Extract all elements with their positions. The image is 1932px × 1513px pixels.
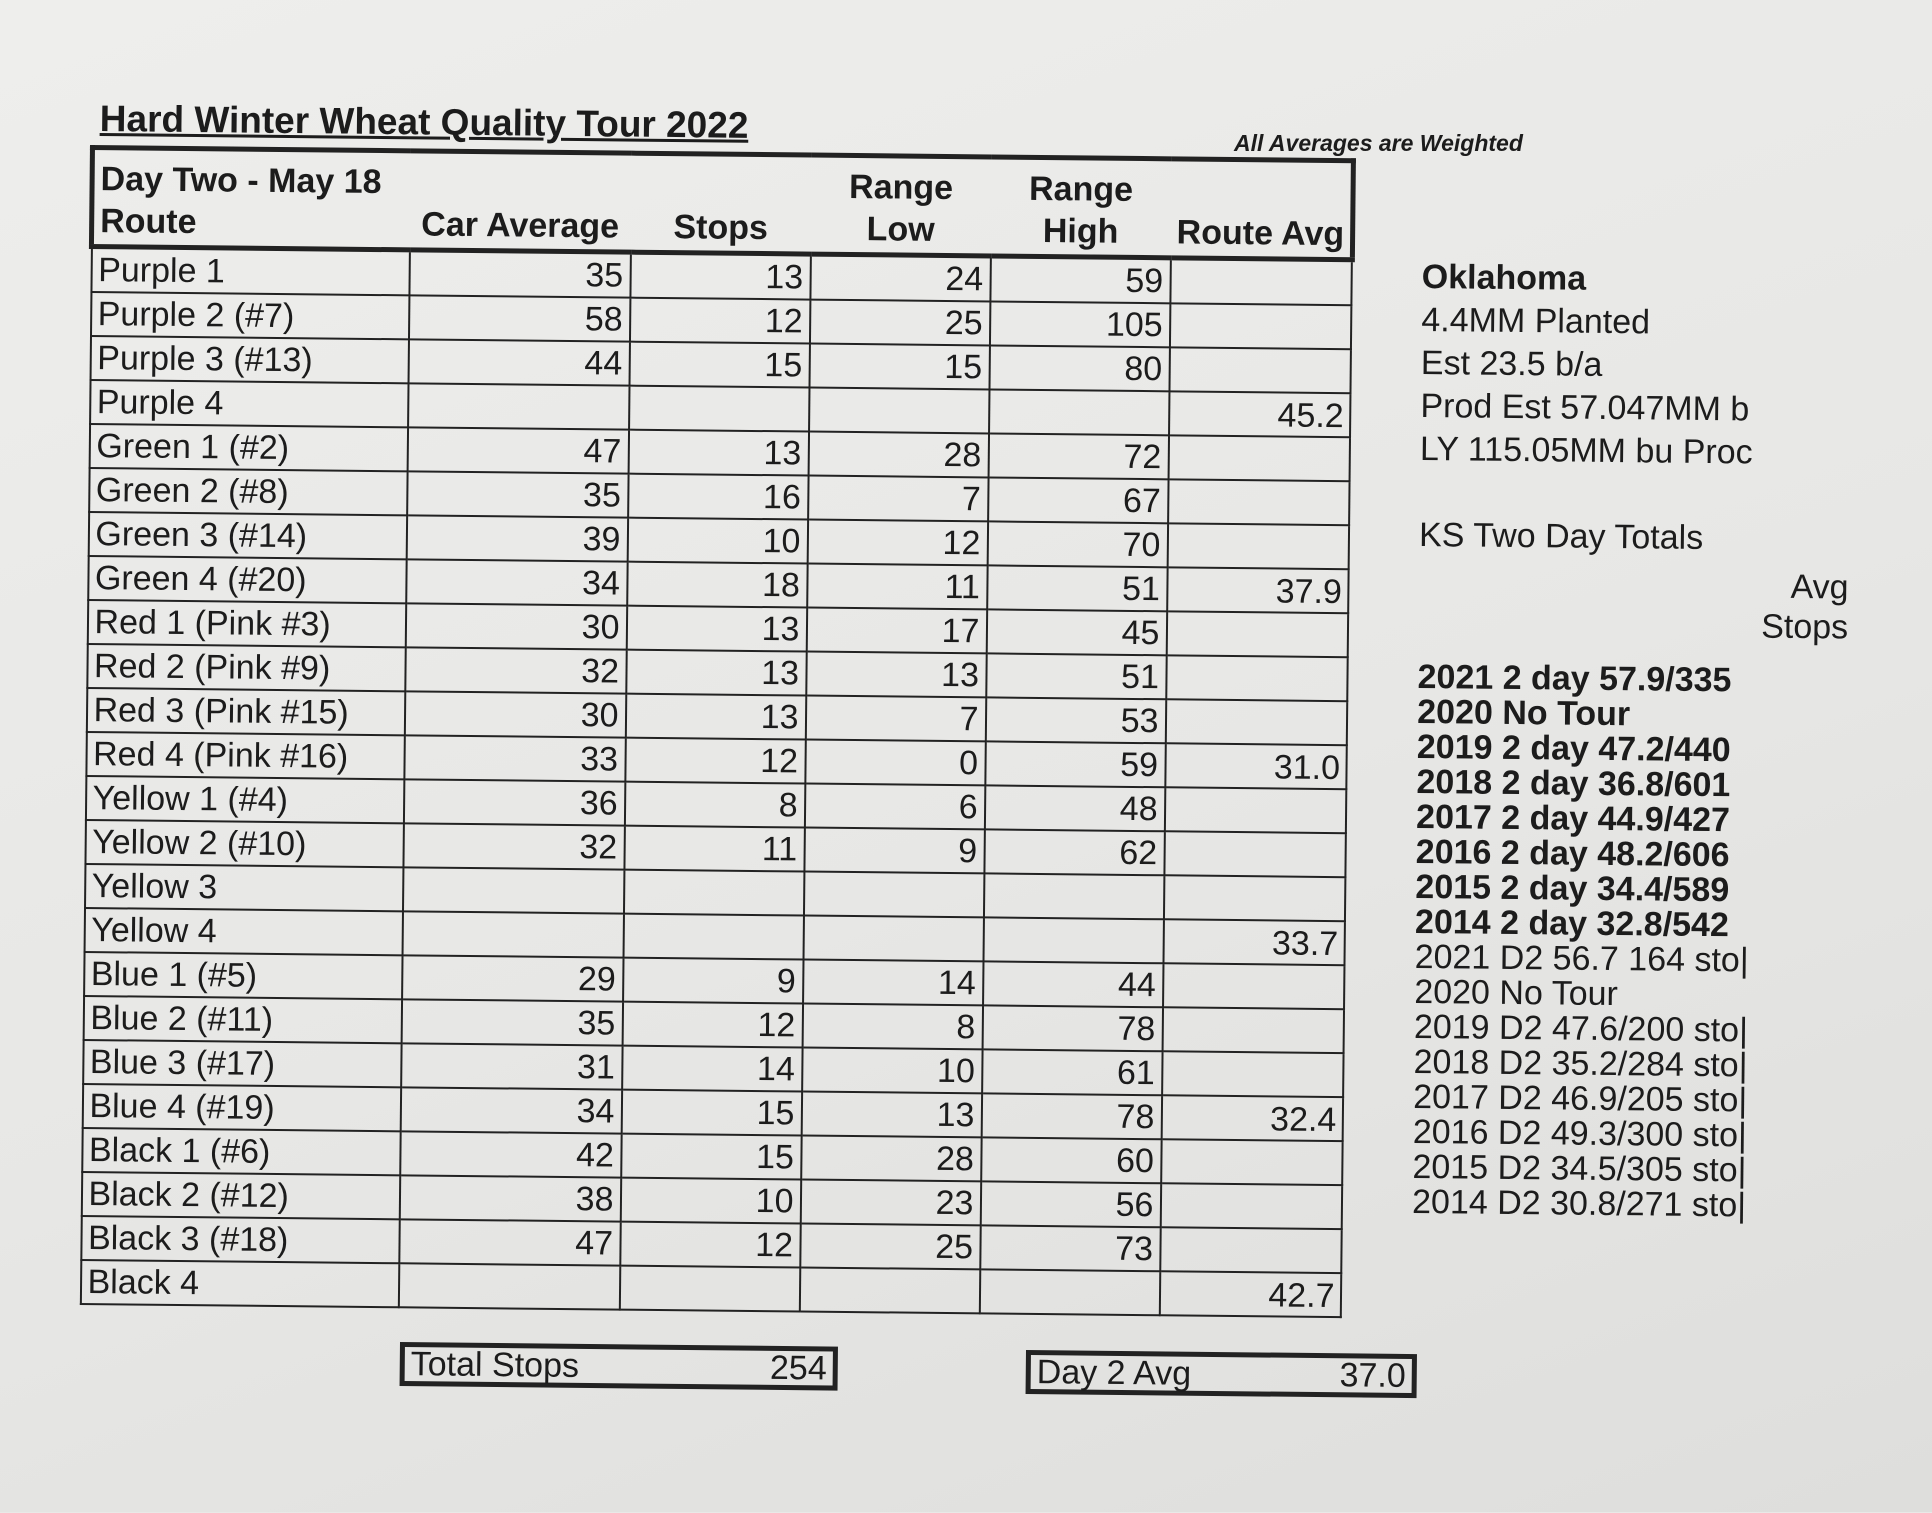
cell-route-avg <box>1162 1051 1344 1097</box>
cell-stops: 8 <box>624 782 804 828</box>
cell-stops: 10 <box>627 518 807 564</box>
cell-car-average: 30 <box>405 603 626 649</box>
cell-car-average: 35 <box>407 471 628 517</box>
cell-range-low: 7 <box>808 476 988 522</box>
day2-avg-value: 37.0 <box>1339 1355 1406 1395</box>
cell-route: Yellow 1 (#4) <box>85 776 403 823</box>
cell-route: Green 4 (#20) <box>88 556 406 603</box>
cell-stops: 18 <box>627 562 807 608</box>
cell-route: Red 2 (Pink #9) <box>87 644 405 691</box>
side-prod-est: Prod Est 57.047MM b <box>1420 386 1750 429</box>
cell-stops: 14 <box>622 1046 802 1092</box>
d2-history-item: 2016 D2 49.3/300 sto| <box>1412 1112 1748 1155</box>
cell-route: Black 1 (#6) <box>82 1128 400 1175</box>
header-range-high-line1: Range <box>1028 169 1134 209</box>
cell-range-low: 8 <box>802 1004 982 1050</box>
cell-route-avg <box>1168 479 1350 525</box>
cell-stops: 12 <box>622 1002 802 1048</box>
cell-range-low: 10 <box>802 1048 982 1094</box>
cell-route: Black 3 (#18) <box>81 1216 399 1263</box>
cell-range-low <box>799 1267 979 1313</box>
cell-car-average: 47 <box>399 1219 620 1265</box>
cell-range-high: 78 <box>981 1093 1161 1139</box>
cell-range-low: 13 <box>801 1092 981 1138</box>
cell-car-average: 58 <box>408 295 629 341</box>
cell-range-low: 12 <box>807 520 987 566</box>
cell-route: Yellow 4 <box>84 908 402 955</box>
header-range-low-line2: Low <box>866 210 935 249</box>
cell-stops: 11 <box>624 826 804 872</box>
cell-route: Purple 1 <box>91 247 409 296</box>
cell-stops: 12 <box>629 298 809 344</box>
header-range-high-line2: High <box>1042 211 1119 251</box>
cell-range-low: 15 <box>809 344 989 390</box>
cell-range-high: 56 <box>980 1181 1160 1227</box>
two-day-history-item: 2019 2 day 47.2/440 <box>1416 727 1731 770</box>
cell-stops: 15 <box>621 1134 801 1180</box>
cell-stops: 13 <box>626 650 806 696</box>
cell-route: Yellow 2 (#10) <box>85 820 403 867</box>
cell-stops <box>619 1266 799 1312</box>
cell-car-average: 34 <box>400 1087 621 1133</box>
cell-range-low <box>803 872 983 918</box>
cell-range-high: 78 <box>982 1005 1162 1051</box>
cell-car-average: 33 <box>404 735 625 781</box>
cell-route: Red 3 (Pink #15) <box>86 688 404 735</box>
cell-range-high <box>989 389 1169 435</box>
side-avg-label: Avg <box>1790 567 1849 607</box>
cell-car-average: 42 <box>400 1131 621 1177</box>
cell-route-avg <box>1167 523 1349 569</box>
cell-stops <box>623 914 803 960</box>
cell-stops <box>629 386 809 432</box>
two-day-history-item: 2015 2 day 34.4/589 <box>1415 867 1730 910</box>
cell-range-high <box>983 873 1163 919</box>
cell-range-high: 53 <box>985 697 1165 743</box>
cell-range-low: 25 <box>800 1223 980 1269</box>
cell-route-avg <box>1163 963 1345 1009</box>
d2-history-item: 2014 D2 30.8/271 sto| <box>1411 1182 1747 1225</box>
total-stops-value: 254 <box>769 1348 827 1387</box>
cell-route-avg: 31.0 <box>1165 743 1347 789</box>
cell-stops: 13 <box>628 430 808 476</box>
cell-route: Red 4 (Pink #16) <box>86 732 404 779</box>
cell-stops: 12 <box>625 738 805 784</box>
side-planted: 4.4MM Planted <box>1421 300 1651 342</box>
header-day: Day Two - May 18 <box>100 160 382 202</box>
cell-range-high <box>983 917 1163 963</box>
cell-range-low: 0 <box>805 740 985 786</box>
cell-route-avg <box>1160 1183 1342 1229</box>
day2-avg-box <box>1026 1350 1417 1398</box>
cell-range-low: 28 <box>808 432 988 478</box>
cell-route: Blue 1 (#5) <box>84 952 402 999</box>
cell-car-average: 38 <box>399 1175 620 1221</box>
cell-route-avg <box>1164 831 1346 877</box>
side-ks-totals: KS Two Day Totals <box>1418 515 1704 557</box>
cell-route: Blue 4 (#19) <box>82 1084 400 1131</box>
cell-range-high: 51 <box>986 653 1166 699</box>
header-stops: Stops <box>630 153 811 254</box>
cell-route: Purple 2 (#7) <box>90 292 408 339</box>
cell-route-avg <box>1162 1007 1344 1053</box>
cell-route-avg: 37.9 <box>1167 567 1349 613</box>
day2-avg-label: Day 2 Avg <box>1036 1352 1192 1393</box>
cell-route-avg <box>1166 611 1348 657</box>
cell-car-average: 44 <box>408 339 629 385</box>
cell-range-low: 6 <box>804 784 984 830</box>
cell-stops: 16 <box>628 474 808 520</box>
cell-range-high: 59 <box>985 741 1165 787</box>
cell-range-high: 105 <box>989 301 1169 347</box>
cell-stops: 13 <box>630 252 810 299</box>
cell-route-avg <box>1170 258 1352 305</box>
cell-car-average: 32 <box>403 823 624 869</box>
cell-route-avg <box>1163 875 1345 921</box>
cell-range-low <box>803 916 983 962</box>
cell-route-avg <box>1164 787 1346 833</box>
cell-car-average: 29 <box>402 955 623 1001</box>
cell-route: Green 1 (#2) <box>89 424 407 471</box>
header-range-low <box>810 155 991 256</box>
cell-route-avg: 45.2 <box>1169 391 1351 437</box>
d2-history-item: 2015 D2 34.5/305 sto| <box>1412 1147 1747 1190</box>
cell-route-avg <box>1169 303 1351 349</box>
side-ly: LY 115.05MM bu Proc <box>1419 429 1753 472</box>
header-range-low-line1: Range <box>848 167 954 208</box>
side-stops-label: Stops <box>1761 607 1849 647</box>
cell-range-high: 51 <box>987 565 1167 611</box>
cell-route-avg <box>1168 435 1350 481</box>
cell-range-high: 61 <box>982 1049 1162 1095</box>
cell-route: Black 4 <box>80 1260 398 1307</box>
cell-route: Green 2 (#8) <box>89 468 407 515</box>
cell-car-average: 36 <box>403 779 624 825</box>
cell-range-low: 17 <box>806 608 986 654</box>
cell-stops <box>623 870 803 916</box>
cell-car-average: 32 <box>405 647 626 693</box>
cell-range-low: 23 <box>800 1179 980 1225</box>
side-oklahoma: Oklahoma <box>1421 258 1587 298</box>
header-route-avg: Route Avg <box>1170 159 1353 260</box>
cell-stops: 9 <box>623 958 803 1004</box>
cell-range-high: 70 <box>987 521 1167 567</box>
cell-route: Yellow 3 <box>85 864 403 911</box>
cell-range-high: 62 <box>984 829 1164 875</box>
d2-history-item: 2017 D2 46.9/205 sto| <box>1413 1077 1748 1120</box>
cell-range-high: 73 <box>980 1225 1160 1271</box>
cell-range-low: 9 <box>804 828 984 874</box>
weighted-note: All Averages are Weighted <box>1234 130 1523 156</box>
table-header <box>91 148 1353 260</box>
cell-range-high: 72 <box>988 433 1168 479</box>
cell-route: Purple 4 <box>90 380 408 427</box>
cell-car-average <box>402 867 623 913</box>
cell-route-avg <box>1160 1227 1342 1273</box>
cell-range-low: 11 <box>807 564 987 610</box>
cell-stops: 13 <box>626 606 806 652</box>
cell-route: Black 2 (#12) <box>81 1172 399 1219</box>
cell-car-average <box>398 1263 619 1309</box>
d2-history-item: 2021 D2 56.7 164 sto| <box>1414 937 1749 980</box>
cell-range-high: 44 <box>983 961 1163 1007</box>
side-est: Est 23.5 b/a <box>1420 343 1603 384</box>
cell-range-low: 7 <box>805 696 985 742</box>
cell-range-high <box>979 1269 1159 1315</box>
cell-route-avg: 42.7 <box>1159 1271 1341 1317</box>
table-body <box>80 247 1352 1318</box>
cell-route-avg <box>1165 699 1347 745</box>
cell-route-avg <box>1166 655 1348 701</box>
document-title: Hard Winter Wheat Quality Tour 2022 <box>99 98 749 146</box>
cell-route: Red 1 (Pink #3) <box>87 600 405 647</box>
cell-range-high: 80 <box>989 345 1169 391</box>
cell-range-low: 14 <box>803 960 983 1006</box>
cell-car-average: 39 <box>406 515 627 561</box>
side-notes <box>1409 258 1932 1513</box>
header-car-average: Car Average <box>409 151 631 252</box>
cell-range-high: 67 <box>988 477 1168 523</box>
two-day-history-item: 2017 2 day 44.9/427 <box>1415 797 1731 840</box>
cell-range-low: 13 <box>806 652 986 698</box>
cell-car-average <box>402 911 623 957</box>
header-range-high <box>990 157 1171 258</box>
cell-route-avg <box>1169 347 1351 393</box>
cell-route: Blue 3 (#17) <box>83 1040 401 1087</box>
two-day-history-item: 2021 2 day 57.9/335 <box>1417 657 1732 700</box>
cell-stops: 13 <box>625 694 805 740</box>
cell-range-high: 59 <box>990 256 1170 303</box>
two-day-history-item: 2014 2 day 32.8/542 <box>1414 902 1730 945</box>
cell-range-low: 28 <box>801 1136 981 1182</box>
two-day-history-item: 2016 2 day 48.2/606 <box>1415 832 1730 875</box>
cell-car-average: 31 <box>401 1043 622 1089</box>
cell-car-average: 35 <box>409 250 630 298</box>
cell-range-high: 48 <box>984 785 1164 831</box>
header-route-label: Route <box>100 202 197 242</box>
header-route <box>91 148 410 250</box>
cell-car-average: 30 <box>404 691 625 737</box>
cell-stops: 15 <box>621 1090 801 1136</box>
cell-range-low <box>809 388 989 434</box>
d2-history-item: 2019 D2 47.6/200 sto| <box>1413 1007 1749 1050</box>
cell-car-average: 47 <box>407 427 628 473</box>
route-table <box>78 145 1356 1318</box>
total-stops-label: Total Stops <box>410 1344 580 1385</box>
cell-route-avg <box>1161 1139 1343 1185</box>
d2-history-item: 2018 D2 35.2/284 sto| <box>1413 1042 1748 1085</box>
cell-route: Green 3 (#14) <box>88 512 406 559</box>
cell-route-avg: 33.7 <box>1163 919 1345 965</box>
cell-car-average: 35 <box>401 999 622 1045</box>
cell-stops: 10 <box>620 1178 800 1224</box>
cell-car-average <box>408 383 629 429</box>
two-day-history-item: 2018 2 day 36.8/601 <box>1416 762 1731 805</box>
cell-route: Blue 2 (#11) <box>83 996 401 1043</box>
cell-range-low: 24 <box>810 254 990 301</box>
two-day-history-item: 2020 No Tour <box>1417 692 1631 734</box>
total-stops-box <box>400 1342 838 1391</box>
cell-route-avg: 32.4 <box>1161 1095 1343 1141</box>
cell-range-high: 45 <box>986 609 1166 655</box>
cell-range-high: 60 <box>981 1137 1161 1183</box>
cell-stops: 15 <box>629 342 809 388</box>
d2-history-item: 2020 No Tour <box>1414 972 1619 1014</box>
cell-car-average: 34 <box>406 559 627 605</box>
cell-range-low: 25 <box>809 300 989 346</box>
cell-stops: 12 <box>620 1222 800 1268</box>
cell-route: Purple 3 (#13) <box>90 336 408 383</box>
